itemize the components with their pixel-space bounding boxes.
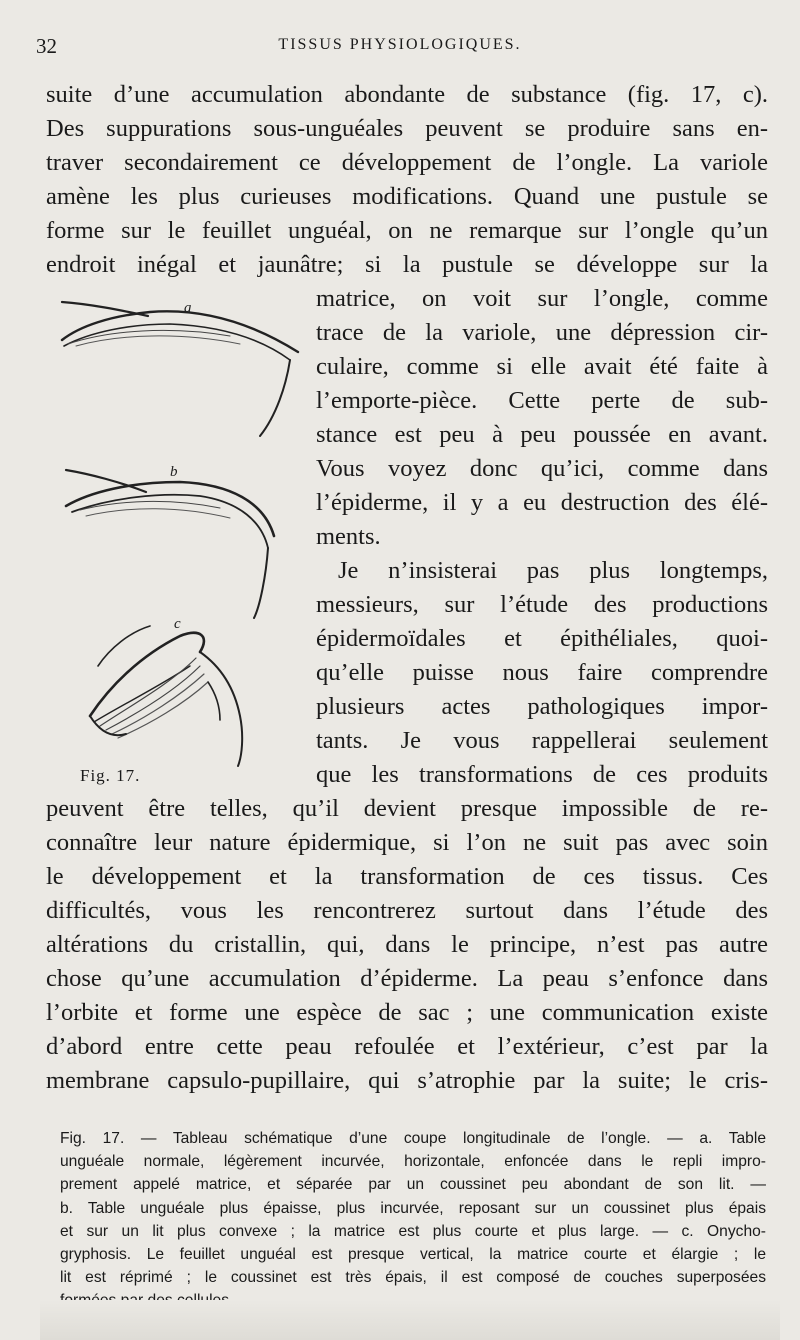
page-header bbox=[0, 34, 800, 62]
text-line: suite d’une accumulation abondante de substance (fig. 17, c). bbox=[46, 81, 768, 108]
figure-letter-c: c bbox=[174, 616, 181, 632]
text-line: plusieurs actes pathologiques impor- bbox=[316, 693, 768, 720]
text-line: Je n’insisterai pas plus longtemps, bbox=[338, 557, 768, 584]
text-line: trace de la variole, une dépression cir- bbox=[316, 319, 768, 346]
text-line: le développement et la transformation de ces tissus. Ces bbox=[46, 863, 768, 890]
figure-c-drawing bbox=[90, 626, 242, 766]
text-line: endroit inégal et jaunâtre; si la pustule se développe sur la bbox=[46, 251, 768, 278]
text-line: Des suppurations sous-unguéales peuvent se produire sans en- bbox=[46, 115, 768, 142]
text-line: forme sur le feuillet unguéal, on ne remarque sur l’ongle qu’un bbox=[46, 217, 768, 244]
caption-line: b. Table unguéale plus épaisse, plus incurvée, reposant sur un coussinet plus épais bbox=[60, 1199, 766, 1217]
caption-line: lit est réprimé ; le coussinet est très épais, il est composé de couches superposées bbox=[60, 1269, 766, 1287]
caption-line: gryphosis. Le feuillet unguéal est presque vertical, la matrice courte et élargie ; le bbox=[60, 1245, 766, 1263]
figure-label: Fig. 17. bbox=[80, 766, 141, 785]
text-line: matrice, on voit sur l’ongle, comme bbox=[316, 285, 768, 312]
figure-caption bbox=[60, 1127, 766, 1313]
figure-b-drawing bbox=[66, 470, 274, 618]
text-line: épidermoïdales et épithéliales, quoi- bbox=[316, 625, 768, 652]
page-number: 32 bbox=[36, 34, 57, 58]
text-line: difficultés, vous les rencontrerez surtout dans l’étude des bbox=[46, 897, 768, 924]
text-line: Vous voyez donc qu’ici, comme dans bbox=[316, 455, 768, 482]
caption-line: unguéale normale, légèrement incurvée, horizontale, enfoncée dans le repli impro- bbox=[60, 1153, 766, 1171]
figure-letter-b: b bbox=[170, 464, 178, 480]
text-line: l’orbite et forme une espèce de sac ; une communication existe bbox=[46, 999, 768, 1026]
text-line: ments. bbox=[316, 523, 381, 550]
figure-a-drawing bbox=[62, 302, 298, 436]
caption-line: prement appelé matrice, et séparée par un coussinet peu abondant de son lit. — bbox=[60, 1176, 766, 1194]
text-line: tants. Je vous rappellerai seulement bbox=[316, 727, 768, 754]
text-line: d’abord entre cette peau refoulée et l’extérieur, c’est par la bbox=[46, 1033, 768, 1060]
text-line: connaître leur nature épidermique, si l’on ne suit pas avec soin bbox=[46, 829, 768, 856]
text-line: culaire, comme si elle avait été faite à bbox=[316, 353, 768, 380]
text-line: membrane capsulo-pupillaire, qui s’atrophie par la suite; le cris- bbox=[46, 1067, 768, 1094]
text-line: altérations du cristallin, qui, dans le principe, n’est pas autre bbox=[46, 931, 768, 958]
caption-line: et sur un lit plus convexe ; la matrice est plus courte et plus large. — c. Onycho- bbox=[60, 1222, 766, 1240]
text-line: que les transformations de ces produits bbox=[316, 761, 768, 788]
text-line: amène les plus curieuses modifications. Quand une pustule se bbox=[46, 183, 768, 210]
text-line: traver secondairement ce développement de l’ongle. La variole bbox=[46, 149, 768, 176]
text-line: messieurs, sur l’étude des productions bbox=[316, 591, 768, 618]
bleed-through-strip bbox=[40, 1300, 780, 1340]
caption-line: Fig. 17. — Tableau schématique d’une coupe longitudinale de l’ongle. — a. Table bbox=[60, 1130, 766, 1147]
text-line: l’emporte-pièce. Cette perte de sub- bbox=[316, 387, 768, 414]
text-line: qu’elle puisse nous faire comprendre bbox=[316, 659, 768, 686]
text-line: peuvent être telles, qu’il devient presque impossible de re- bbox=[46, 795, 768, 822]
nail-section-figure bbox=[50, 286, 312, 796]
text-line: l’épiderme, il y a eu destruction des élé- bbox=[316, 489, 768, 516]
text-line: chose qu’une accumulation d’épiderme. La peau s’enfonce dans bbox=[46, 965, 768, 992]
text-line: stance est peu à peu poussée en avant. bbox=[316, 421, 768, 448]
running-title: TISSUS PHYSIOLOGIQUES. bbox=[278, 36, 522, 53]
figure-letter-a: a bbox=[184, 300, 192, 316]
